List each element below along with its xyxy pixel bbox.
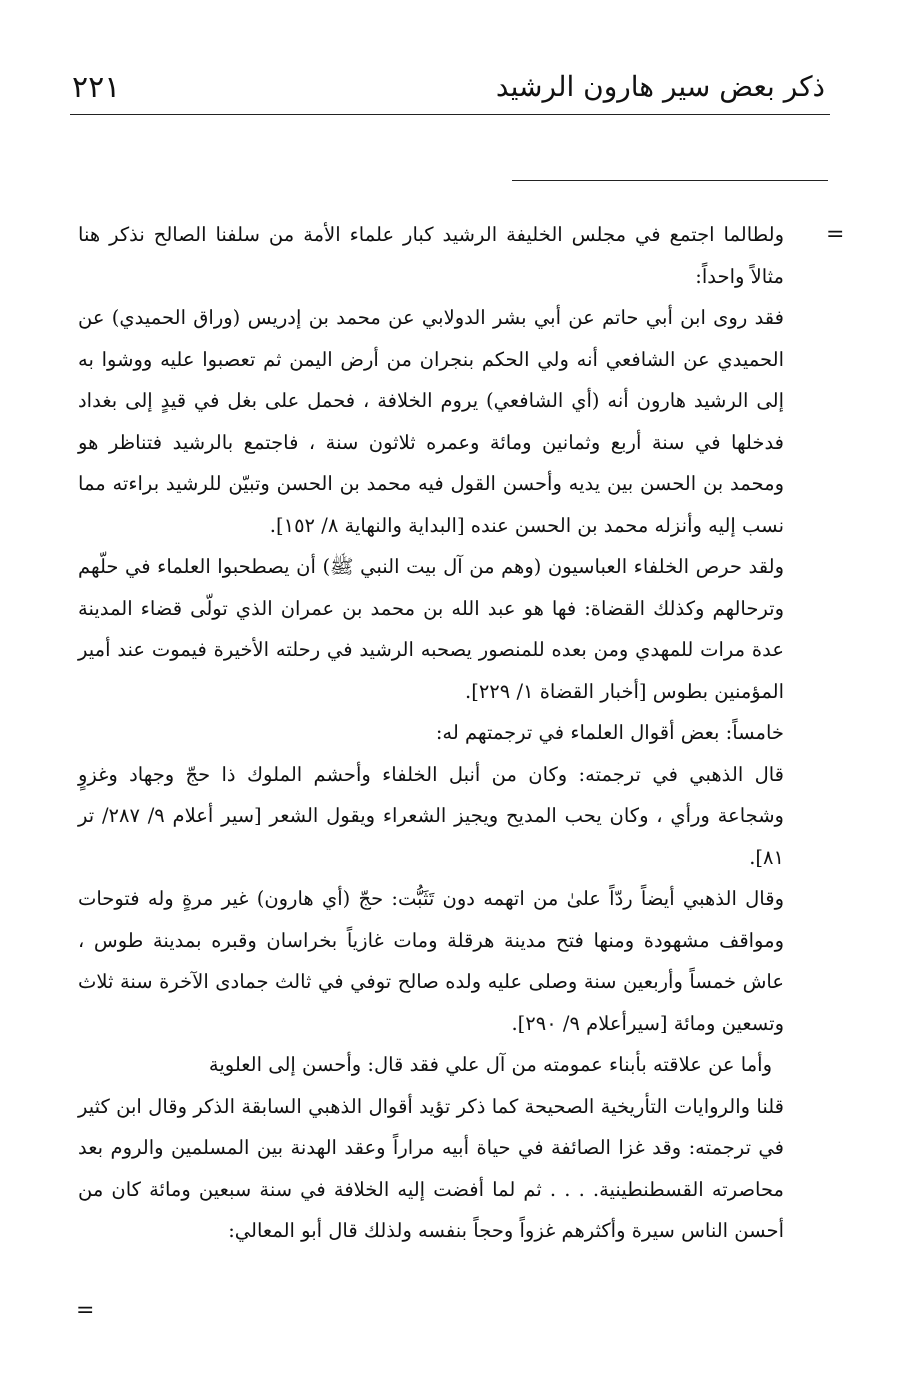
continuation-mark-bottom: = xyxy=(76,1298,95,1323)
running-title: ذكر بعض سير هارون الرشيد xyxy=(495,70,825,103)
page-number: ٢٢١ xyxy=(72,70,121,105)
paragraph: ولقد حرص الخلفاء العباسيون (وهم من آل بيت النبي ﷺ) أن يصطحبوا العلماء في حلّهم وترحالهم وكذلك القضاة: فها هو عبد الله بن محمد بن عمران الذي تولّى قضاء المدينة عدة مرات للمهدي ومن بعده للمنصور يصحبه الرشيد في رحلته الأخيرة فيموت عند أمير المؤمنين بطوس [أخبار القضاة ١/ ٢٢٩]. xyxy=(78,555,784,703)
paragraph: قال الذهبي في ترجمته: وكان من أنبل الخلفاء وأحشم الملوك ذا حجّ وجهاد وغزوٍ وشجاعة ورأي ، وكان يحب المديح ويجيز الشعراء ويقول الشعر [سير أعلام ٩/ ٢٨٧/ تر ٨١]. xyxy=(78,762,784,869)
footnote-separator-rule xyxy=(512,180,828,181)
paragraph: وقال الذهبي أيضاً ردّاً علىٰ من اتهمه دون تَثَبُّت: حجّ (أي هارون) غير مرةٍ وله فتوحات ومواقف مشهودة ومنها فتح مدينة هرقلة ومات غازياً بخراسان وقبره بمدينة طوس ، عاش خمساً وأربعين سنة وصلى عليه ولده صالح توفي في ثالث جمادى الآخرة سنة ثلاث وتسعين ومائة [سيرأعلام ٩/ ٢٩٠]. xyxy=(78,887,784,1035)
continuation-mark-top: = xyxy=(826,222,845,247)
paragraph: قلنا والروايات التأريخية الصحيحة كما ذكر تؤيد أقوال الذهبي السابقة الذكر وقال ابن كثير في ترجمته: وقد غزا الصائفة في حياة أبيه مراراً وعقد الهدنة بين المسلمين والروم بعد محاصرته القسطنطينية. . . . ثم لما أفضت إليه الخلافة في سنة سبعين ومائة كان من أحسن الناس سيرة وأكثرهم غزواً وحجاً بنفسه ولذلك قال أبو المعالي: xyxy=(78,1094,784,1242)
paragraph: فقد روى ابن أبي حاتم عن أبي بشر الدولابي عن محمد بن إدريس (وراق الحميدي) عن الحميدي عن الشافعي أنه ولي الحكم بنجران من أرض اليمن ثم تعصبوا عليه ووشوا به إلى الرشيد هارون أنه (أي الشافعي) يروم الخلافة ، فحمل على بغل في قيدٍ إلى بغداد فدخلها في سنة أربع وثمانين ومائة وعمره ثلاثون سنة ، فاجتمع بالرشيد فتناظر هو ومحمد بن الحسن بين يديه وأحسن القول فيه محمد بن الحسن وتبيّن للرشيد براءته مما نسب إليه وأنزله محمد بن الحسن عنده [البداية والنهاية ٨/ ١٥٢]. xyxy=(78,306,784,537)
section-heading: خامساً: بعض أقوال العلماء في ترجمتهم له: xyxy=(435,721,784,744)
header-rule xyxy=(70,114,830,115)
paragraph: ولطالما اجتمع في مجلس الخليفة الرشيد كبار علماء الأمة من سلفنا الصالح نذكر هنا مثالاً واحداً: xyxy=(78,223,784,288)
paragraph: وأما عن علاقته بأبناء عمومته من آل علي فقد قال: وأحسن إلى العلوية xyxy=(208,1053,772,1076)
body-text xyxy=(78,214,784,1252)
